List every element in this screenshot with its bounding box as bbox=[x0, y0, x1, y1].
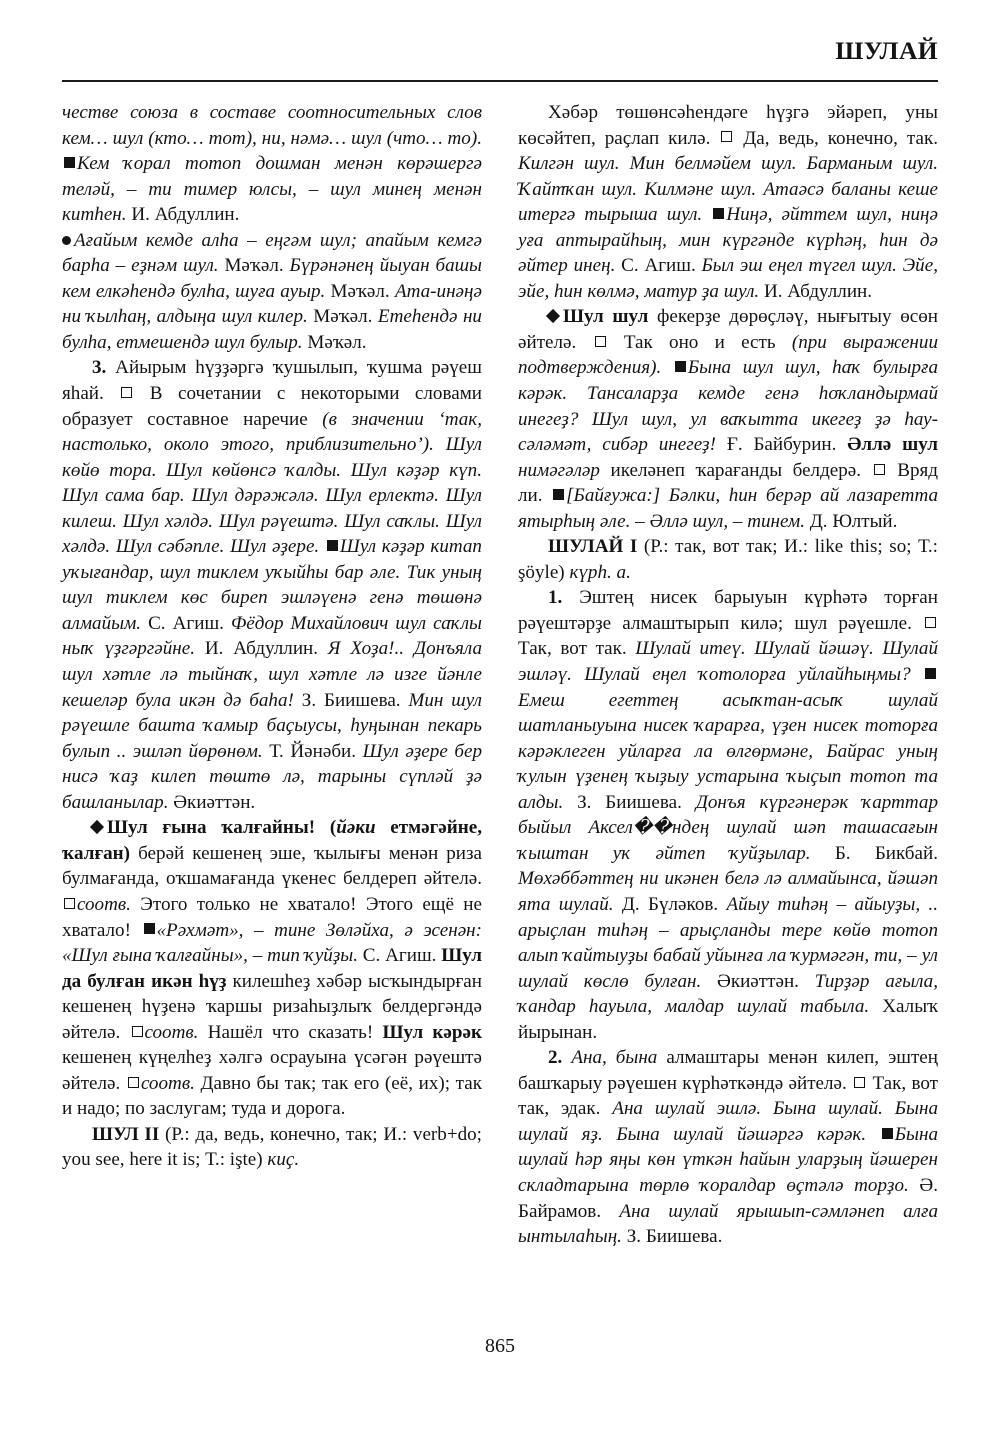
sense-definition: Хәбәр төшөнсәһендәге һүҙгә эйәреп, уны көсәйтеп, раҫлап килә. bbox=[518, 102, 938, 149]
example-italic: Фёдор Михайлович шул саҡлы ныҡ үҙгәргәйне. bbox=[62, 612, 482, 660]
example-italic: Емеш егеттең асыҡтан-асыҡ шулай шатланыуына нисек ҡарарға, үҙен нисек тоторға кәрәклеген уйларға ла өлгөрмәне, Байрас уның ҡулын үҙенең ҡыҙыу устарына ҡыҫып тотоп та алды. bbox=[518, 689, 938, 813]
entry-continuation-paragraph bbox=[62, 100, 482, 228]
source-attribution: Әкиәттән. bbox=[701, 970, 815, 992]
equivalence-label: соотв. bbox=[77, 893, 131, 915]
hollow-square-marker-icon bbox=[854, 1077, 865, 1088]
sense-definition: Айырым һүҙҙәргә ҡушылып, ҡушма рәүеш яһай. bbox=[62, 357, 482, 405]
source-attribution: Мәҡәл. bbox=[325, 280, 395, 302]
sense-number: 2. bbox=[548, 1047, 563, 1069]
example-italic: Ана, бына bbox=[562, 1047, 658, 1069]
filled-square-marker-icon bbox=[882, 1128, 893, 1139]
filled-square-marker-icon bbox=[144, 923, 155, 934]
example-italic: Ниңә, әйттем шул, ниңә уға аптырайһың, мин күргәнде күрһәң, һин дә әйтер инең. bbox=[518, 204, 938, 277]
example-italic: Ана шулай эшлә. Бына шулай. Бына шулай яҙ. Бына шулай йәшәргә кәрәк. bbox=[518, 1098, 938, 1145]
idiom-headword: Шул кәрәк bbox=[382, 1021, 482, 1043]
idiom-block-paragraph bbox=[62, 815, 482, 1122]
sense-number: 1. bbox=[548, 587, 563, 609]
variant-label-italic: йәки bbox=[336, 817, 376, 839]
example-italic: Мин шул рәүешле башта ҡамыр баҫыусы, һуңынан пекарь булып .. эшләп йөрөнөм. bbox=[62, 689, 483, 762]
example-italic: Бына шулай һәр яңы көн үткән һайын уларҙың йәшерен складтарына төрлө ҡоралдар өҫтәлә торҙо. bbox=[518, 1123, 938, 1196]
example-italic: Бына шул шул, һаҡ булырға кәрәк. Тансаларҙа кемде генә һоҡландырмай инегеҙ? Шул шул, ул ваҡытта икегеҙ ҙә һау-сәләмәт, сибәр инегеҙ! bbox=[518, 357, 938, 456]
example-italic: Ағайым кемде алһа – еңгәм шул; апайым кемгә барһа – еҙнәм шул. bbox=[62, 229, 482, 277]
sense-definition: алмаштары менән килеп, эштең башҡарыу рәүешен күрһәткәндә әйтелә. bbox=[518, 1047, 939, 1094]
example-italic: Кем ҡорал тотоп дошман менән көрәшергә теләй, – ти тимер юлсы, – шул минең менән китһен. bbox=[62, 153, 482, 226]
filled-square-marker-icon bbox=[713, 208, 724, 219]
idiom-variant: етмәгәйне, ҡалған) bbox=[62, 817, 482, 864]
russian-gloss: Вряд ли. bbox=[518, 459, 938, 507]
filled-square-marker-icon bbox=[327, 540, 338, 551]
entry-shul-2-paragraph bbox=[62, 1122, 482, 1173]
source-attribution: Д. Бүләков. bbox=[613, 893, 727, 915]
russian-gloss: Давно бы так; так его (её, их); так и надо; по заслугам; туда и дорога. bbox=[62, 1072, 482, 1120]
hollow-square-marker-icon bbox=[128, 1077, 139, 1088]
example-italic: Шул әҙере бер нисә ҡаҙ килеп төштө лә, тарыны сүпләй ҙә башланылар. bbox=[62, 740, 482, 813]
idiom-definition: килешһеҙ хәбәр ысҡындырған кешенең һүҙенә ҡаршы ризаһыҙлыҡ белдергәндә әйтелә. bbox=[62, 970, 482, 1043]
text-plain bbox=[911, 664, 923, 685]
left-column bbox=[62, 100, 482, 1315]
source-attribution: З. Биишева. bbox=[293, 689, 409, 711]
source-attribution: Мәҡәл. bbox=[307, 306, 378, 328]
russian-gloss: Так оно и есть bbox=[607, 331, 792, 353]
sense-2-paragraph bbox=[518, 1045, 938, 1249]
example-italic: (в значении ‘так, настолько, около этого, приблизительно’). Шул көйө тора. Шул көйөнсә ҡалды. Шул кәҙәр күп. Шул сама бар. Шул дәрәжәлә. Шул ерлектә. Шул килеш. Шул хәлдә. Шул рәүештә. Шул саҡлы. Шул хәлдә. Шул сәбәпле. Шул әҙере. bbox=[62, 408, 482, 558]
russian-gloss: Нашёл что сказать! bbox=[198, 1021, 383, 1043]
filled-square-marker-icon bbox=[675, 361, 686, 372]
source-attribution: С. Агиш. bbox=[141, 612, 231, 634]
example-italic: Ана шулай ярышып-сәмләнеп алға ынтылаһың. bbox=[518, 1200, 938, 1248]
entry-translation-block: (Р.: так, вот так; И.: like this; so; Т.: şöyle) bbox=[518, 536, 938, 583]
example-italic: Донъя күргәнерәк ҡарттар быйыл Аксел��ндең шулай шәп ташасағын ҡыштан уҡ әйтеп ҡуйҙылар. bbox=[518, 791, 938, 864]
header-divider-rule bbox=[62, 80, 938, 82]
source-attribution: Ғ. Байбурин. bbox=[715, 434, 848, 456]
source-attribution: Әкиәттән. bbox=[168, 791, 256, 813]
text-italic: кем… шул (кто… тот), ни, нәмә… шул (что… то). bbox=[62, 127, 482, 149]
entry-translation-block: (Р.: да, ведь, конечно, так; И.: verb+do; you see, here it is; Т.: işte) bbox=[62, 1123, 482, 1171]
page-number: 865 bbox=[485, 1335, 515, 1357]
idiom-headword: Шул ғына ҡалғайны! bbox=[107, 817, 316, 839]
sense-definition: Эштең нисек барыуын күрһәтә торған рәүештәрҙе алмаштырып килә; шул рәүешле. bbox=[518, 587, 938, 634]
idiom-headword: Әллә шул bbox=[847, 434, 938, 456]
idiom-block-paragraph bbox=[518, 304, 938, 534]
page-header bbox=[62, 38, 938, 64]
hollow-square-marker-icon bbox=[595, 336, 606, 347]
hollow-square-marker-icon bbox=[721, 131, 732, 142]
example-italic: [Байғужа:] Бәлки, һин берәр ай лазаретта ятырһың әле. – Әллә шул, – тинем. bbox=[518, 485, 939, 532]
example-italic: Ата-инәңә ни ҡылһаң, алдыңа шул килер. bbox=[62, 280, 482, 328]
idiom-headword: Шул да булған икән һүҙ bbox=[62, 945, 482, 992]
hollow-square-marker-icon bbox=[121, 387, 132, 398]
sense-1-paragraph bbox=[518, 585, 938, 1045]
russian-gloss: В сочетании с некоторыми словами образует составное наречие bbox=[62, 383, 482, 430]
source-attribution: Д. Юлтый. bbox=[804, 510, 898, 532]
russian-gloss: Так, вот так, эдак. bbox=[518, 1072, 938, 1120]
part-of-speech-label: киҫ. bbox=[267, 1149, 300, 1171]
example-italic: Килгән шул. Мин белмәйем шул. Барманым шул. Ҡайтҡан шул. Килмәне шул. Атаәсә баланы кеше итергә тырыша шул. bbox=[518, 153, 938, 226]
idiom-headword: Шул шул bbox=[563, 306, 649, 328]
source-attribution: Б. Бикбай. bbox=[810, 842, 938, 864]
proverb-paragraph bbox=[62, 228, 482, 356]
example-italic: Был эш еңел түгел шул. Эйе, эйе, һин көлмә, матур ҙа шул. bbox=[518, 255, 938, 302]
filled-square-marker-icon bbox=[553, 489, 564, 500]
source-attribution: Ә. Байрамов. bbox=[518, 1174, 938, 1222]
two-column-body bbox=[62, 100, 938, 1315]
source-attribution: И. Абдуллин. bbox=[126, 204, 240, 226]
source-attribution: Мәҡәл. bbox=[218, 255, 290, 277]
equivalence-label: соотв. bbox=[140, 1072, 195, 1094]
source-attribution: Т. Йәнәби. bbox=[262, 740, 363, 762]
source-attribution: И. Абдуллин. bbox=[195, 638, 328, 660]
diamond-marker-icon bbox=[90, 820, 104, 834]
filled-square-marker-icon bbox=[64, 157, 75, 168]
filled-square-marker-icon bbox=[925, 668, 936, 679]
sense-continuation-paragraph bbox=[518, 100, 938, 304]
example-italic: Тирҙәр ағыла, ҡандар һауыла, малдар шулай табыла. bbox=[518, 970, 938, 1018]
sense-number: 3. bbox=[92, 357, 107, 379]
equivalence-label: соотв. bbox=[144, 1021, 199, 1043]
example-italic: Шулай итеү. Шулай йәшәү. Шулай эшләү. Шулай еңел ҡотолорға уйлайһыңмы? bbox=[518, 638, 938, 686]
text-bold: ( bbox=[315, 817, 337, 839]
text-plain bbox=[702, 204, 711, 225]
hollow-square-marker-icon bbox=[874, 464, 885, 475]
sense-3-paragraph bbox=[62, 355, 482, 815]
example-italic: Етеһендә ни булһа, етмешендә шул булыр. bbox=[62, 306, 482, 353]
source-attribution: И. Абдуллин. bbox=[759, 280, 873, 302]
bullet-marker-icon bbox=[62, 236, 71, 245]
example-italic: Я Хоҙа!.. Донъяла шул хәтле лә тыйнаҡ, шул хәтле лә изге йәнле кешеләр була икән дә баһа! bbox=[62, 638, 482, 711]
russian-gloss: Этого только не хватало! Этого ещё не хватало! bbox=[62, 893, 482, 941]
source-attribution: Мәҡәл. bbox=[302, 331, 367, 353]
source-attribution: З. Биишева. bbox=[563, 791, 696, 813]
text-plain bbox=[319, 536, 325, 557]
source-attribution: С. Агиш. bbox=[358, 945, 442, 967]
entry-shulay-1-paragraph bbox=[518, 534, 938, 585]
idiom-definition: фекерҙе дөрөҫләү, нығытыу өсөн әйтелә. bbox=[518, 306, 938, 353]
hollow-square-marker-icon bbox=[132, 1026, 143, 1037]
example-italic: Бүрәнәнең йыуан башы кем елкәһендә булһа, шуға ауыр. bbox=[62, 255, 482, 302]
idiom-variant-italic: нимәгәләр bbox=[518, 459, 600, 481]
example-italic: Шул кәҙәр китап уҡығандар, шул тиклем уҡыйһы бар әле. Тик уның шул тиклем көс биреп эшләүенә генә төшөнә алмайым. bbox=[62, 536, 482, 634]
right-column bbox=[518, 100, 938, 1315]
russian-gloss: Да, ведь, конечно, так. bbox=[734, 127, 938, 149]
source-attribution: Халыҡ йырынан. bbox=[518, 996, 938, 1043]
idiom-definition: кешенең күңелһеҙ хәлгә осрауына үсәгән рәүештә әйтелә. bbox=[62, 1047, 482, 1094]
idiom-definition: берәй кешенең эше, ҡылығы менән риза булмағанда, оҡшамағанда үкенес белдереп әйтелә. bbox=[62, 842, 482, 890]
hollow-square-marker-icon bbox=[64, 898, 75, 909]
part-of-speech-label: күрһ. а. bbox=[569, 561, 631, 583]
entry-headword: ШУЛАЙ I bbox=[548, 536, 638, 558]
source-attribution: З. Биишева. bbox=[621, 1226, 723, 1248]
running-head: ШУЛАЙ bbox=[835, 36, 938, 65]
example-italic: Айыу тиһәң – айыуҙы, .. арыҫлан тиһәң – арыҫланды тере көйө тотоп алып ҡайтыуҙы бабай уйынға ла ҡурмәгән, ти, – ул шулай көслө булған. bbox=[518, 893, 938, 992]
text-plain bbox=[661, 357, 673, 378]
source-attribution: С. Агиш. bbox=[615, 255, 702, 277]
entry-headword: ШУЛ II bbox=[92, 1123, 160, 1145]
hollow-square-marker-icon bbox=[925, 617, 936, 628]
russian-gloss: Так, вот так. bbox=[518, 638, 636, 660]
example-italic: «Рәхмәт», – тине Зөләйха, ә эсенән: «Шул ғына ҡалғайны», – тип ҡуйҙы. bbox=[62, 919, 483, 967]
diamond-marker-icon bbox=[546, 309, 560, 323]
usage-note-italic: (при выражении подтверждения). bbox=[518, 331, 938, 379]
text-plain bbox=[866, 1124, 880, 1145]
example-italic: Мөхәббәттең ни икәнен белә лә алмайынса, йәшәп ята шулай. bbox=[518, 868, 938, 915]
text-italic: честве союза в составе соотносительных слов bbox=[62, 102, 482, 123]
idiom-definition: икеләнеп ҡарағанды белдерә. bbox=[599, 459, 872, 481]
